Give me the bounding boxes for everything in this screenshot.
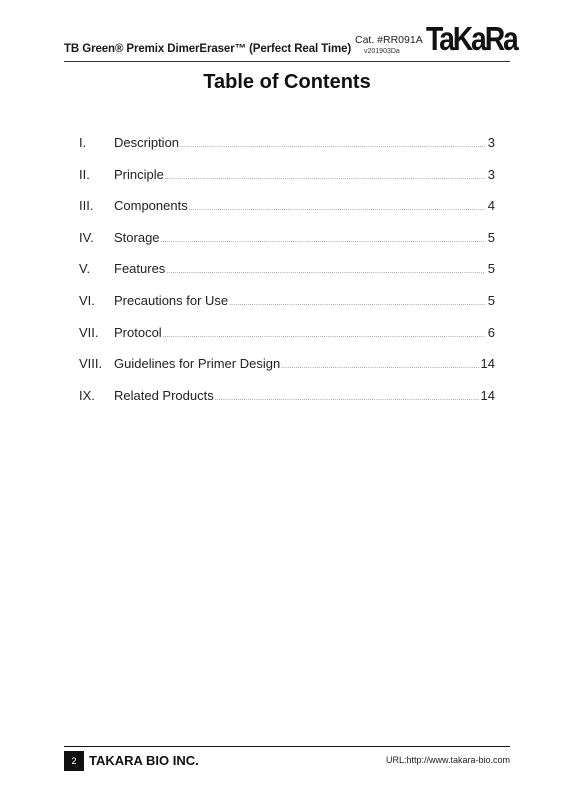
version-code: v201903Da: [364, 48, 400, 55]
toc-dot-leader: [180, 143, 485, 149]
toc-dot-leader: [281, 364, 478, 370]
toc-entry-page: 4: [487, 198, 495, 214]
toc-entry-number: I.: [79, 135, 87, 150]
toc-entry-title: Principle: [114, 166, 164, 182]
header-divider: [64, 61, 510, 62]
toc-entry-number: IV.: [79, 229, 94, 245]
toc-entry-page: 14: [480, 387, 495, 403]
toc-dot-leader: [215, 396, 479, 402]
toc-dot-leader: [161, 238, 485, 244]
toc-entry-page: 3: [487, 135, 495, 150]
toc-entry-page: 5: [487, 229, 495, 245]
toc-entry-number: VII.: [79, 324, 99, 340]
toc-dot-leader: [166, 269, 485, 275]
toc-dot-leader: [163, 333, 485, 339]
company-url[interactable]: URL:http://www.takara-bio.com: [385, 755, 510, 765]
toc-entry-title: Storage: [114, 229, 160, 245]
toc-entry-features[interactable]: [79, 261, 495, 293]
toc-entry-page: 6: [487, 324, 495, 340]
toc-dot-leader: [229, 301, 485, 307]
toc-entry-page: 5: [487, 261, 495, 277]
toc-entry-title: Description: [114, 135, 180, 150]
page-title: Table of Contents: [203, 71, 371, 93]
toc-entry-number: VIII.: [79, 356, 103, 372]
table-of-contents: [79, 135, 495, 419]
footer-divider: [64, 746, 510, 747]
takara-logo: TaKaRa: [426, 20, 517, 57]
toc-entry-page: 5: [487, 292, 495, 308]
company-name: TAKARA BIO INC.: [89, 753, 199, 768]
toc-entry-title: Guidelines for Primer Design: [114, 356, 281, 372]
toc-entry-number: IX.: [79, 387, 95, 403]
toc-entry-title: Related Products: [114, 387, 214, 403]
page-number-badge: 2: [64, 751, 84, 771]
toc-entry-number: III.: [79, 198, 94, 214]
toc-entry-title: Protocol: [114, 324, 162, 340]
toc-entry-title: Components: [114, 198, 188, 214]
toc-entry-precautions-for-use[interactable]: [79, 293, 495, 325]
toc-entry-number: II.: [79, 166, 90, 182]
toc-entry-page: 14: [480, 356, 495, 372]
toc-entry-page: 3: [487, 166, 495, 182]
toc-entry-title: Precautions for Use: [114, 292, 229, 308]
toc-entry-guidelines-for-primer-design[interactable]: [79, 356, 495, 388]
toc-entry-principle[interactable]: [79, 167, 495, 199]
toc-dot-leader: [165, 175, 485, 181]
document-title: TB Green® Premix DimerEraser™ (Perfect Real Time): [64, 43, 352, 55]
toc-entry-title: Features: [114, 261, 166, 277]
toc-entry-description[interactable]: [79, 135, 495, 167]
catalog-number: Cat. #RR091A: [355, 34, 423, 46]
toc-entry-number: V.: [79, 261, 91, 277]
toc-entry-components[interactable]: [79, 198, 495, 230]
toc-entry-storage[interactable]: [79, 230, 495, 262]
toc-entry-protocol[interactable]: [79, 325, 495, 357]
toc-entry-number: VI.: [79, 292, 95, 308]
toc-entry-related-products[interactable]: [79, 388, 495, 420]
toc-dot-leader: [189, 206, 485, 212]
